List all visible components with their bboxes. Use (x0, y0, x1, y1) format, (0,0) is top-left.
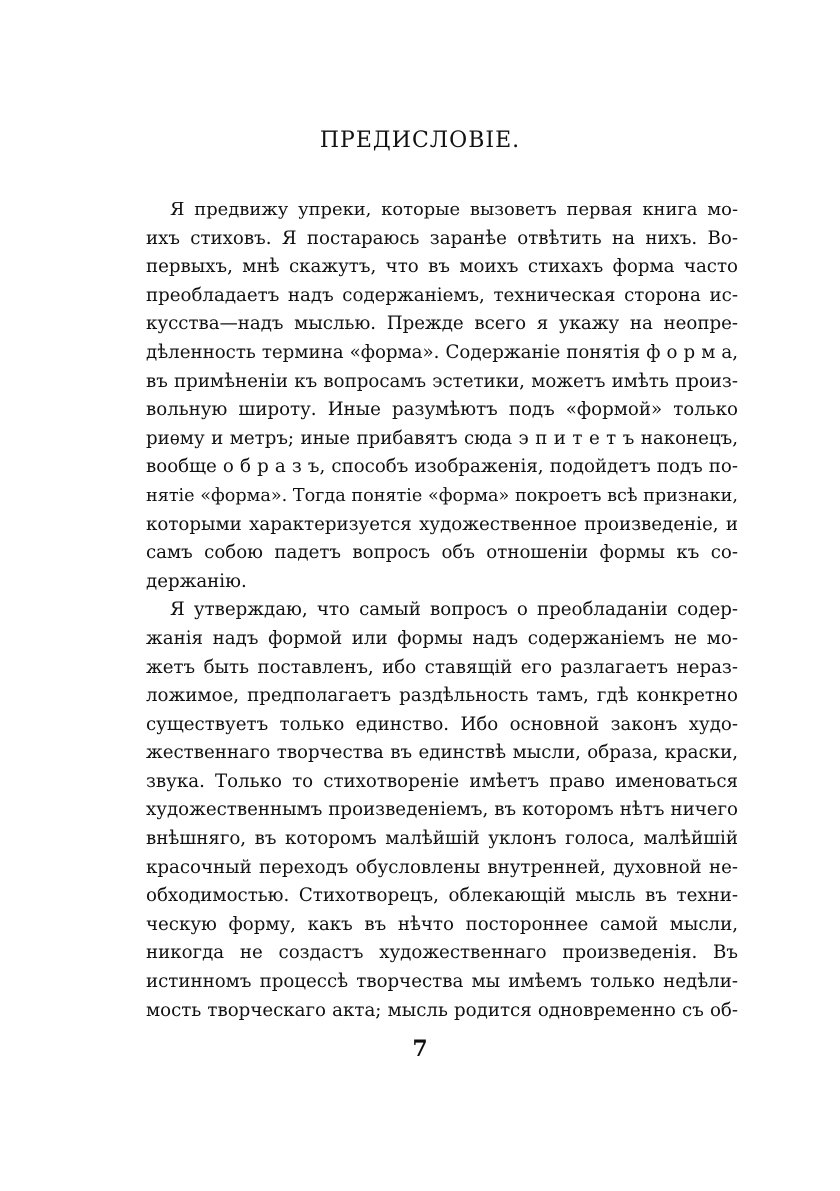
text-line: жанія надъ формой или формы надъ содержаніемъ не мо- (146, 627, 738, 649)
text-line: въ примѣненіи къ вопросамъ эстетики, можетъ имѣть произ- (146, 370, 738, 392)
text-line: ложимое, предполагаетъ раздѣльность тамъ, гдѣ конкретно (146, 685, 738, 707)
text-line: первыхъ, мнѣ скажутъ, что въ моихъ стихахъ форма часто (146, 256, 738, 278)
text-line: истинномъ процессѣ творчества мы имѣемъ только недѣли- (146, 971, 738, 993)
text-line: ческую форму, какъ въ нѣчто постороннее самой мысли, (146, 913, 738, 935)
text-line: кусства—надъ мыслью. Прежде всего я укажу на неопре- (146, 313, 738, 335)
text-line: красочный переходъ обусловлены внутренней, духовной не- (146, 856, 738, 878)
text-line: ихъ стиховъ. Я постараюсь заранѣе отвѣтить на нихъ. Во- (146, 227, 738, 249)
text-line: вольную широту. Иные разумѣютъ подъ «формой» только (146, 399, 738, 421)
paragraph-1 (146, 196, 738, 596)
text-line: художественнымъ произведеніемъ, въ которомъ нѣтъ ничего (146, 799, 738, 821)
page-number: 7 (412, 1036, 428, 1062)
text-line: вообще о б р а з ъ, способъ изображенія, подойдетъ подъ по- (146, 456, 738, 478)
text-line: существуетъ только единство. Ибо основной законъ худо- (146, 713, 738, 735)
text-line: преобладаетъ надъ содержаніемъ, техническая сторона ис- (146, 284, 738, 306)
text-line: дѣленность термина «форма». Содержаніе понятія ф о р м а, (146, 341, 738, 363)
paragraph-2 (146, 596, 738, 1025)
text-line: жественнаго творчества въ единствѣ мысли, образа, краски, (146, 742, 738, 764)
text-line: которыми характеризуется художественное произведеніе, и (146, 513, 738, 535)
text-line: нятіе «форма». Тогда понятіе «форма» покроетъ всѣ признаки, (146, 485, 738, 506)
text-line: риѳму и метръ; иные прибавятъ сюда э п и т е т ъ наконецъ, (146, 427, 738, 449)
text-line: звука. Только то стихотвореніе имѣетъ право именоваться (146, 770, 738, 792)
text-line: мость творческаго акта; мысль родится одновременно съ об- (146, 999, 738, 1021)
page-title: ПРЕДИСЛОВІЕ. (319, 128, 521, 153)
text-line: самъ собою падетъ вопросъ объ отношеніи формы къ со- (146, 542, 738, 564)
text-line: Я предвижу упреки, которые вызоветъ первая книга мо- (170, 199, 738, 220)
text-line: внѣшняго, въ которомъ малѣйшій уклонъ голоса, малѣйшій (146, 828, 738, 850)
text-line: никогда не создастъ художественнаго произведенія. Въ (146, 942, 738, 964)
text-line: обходимостью. Стихотворецъ, облекающій мысль въ техни- (146, 885, 738, 907)
text-line: держанію. (146, 570, 247, 592)
text-line: Я утверждаю, что самый вопросъ о преобладаніи содер- (170, 599, 738, 621)
text-line: жетъ быть поставленъ, ибо ставящій его разлагаетъ нераз- (146, 656, 738, 678)
text-body (146, 196, 738, 1025)
